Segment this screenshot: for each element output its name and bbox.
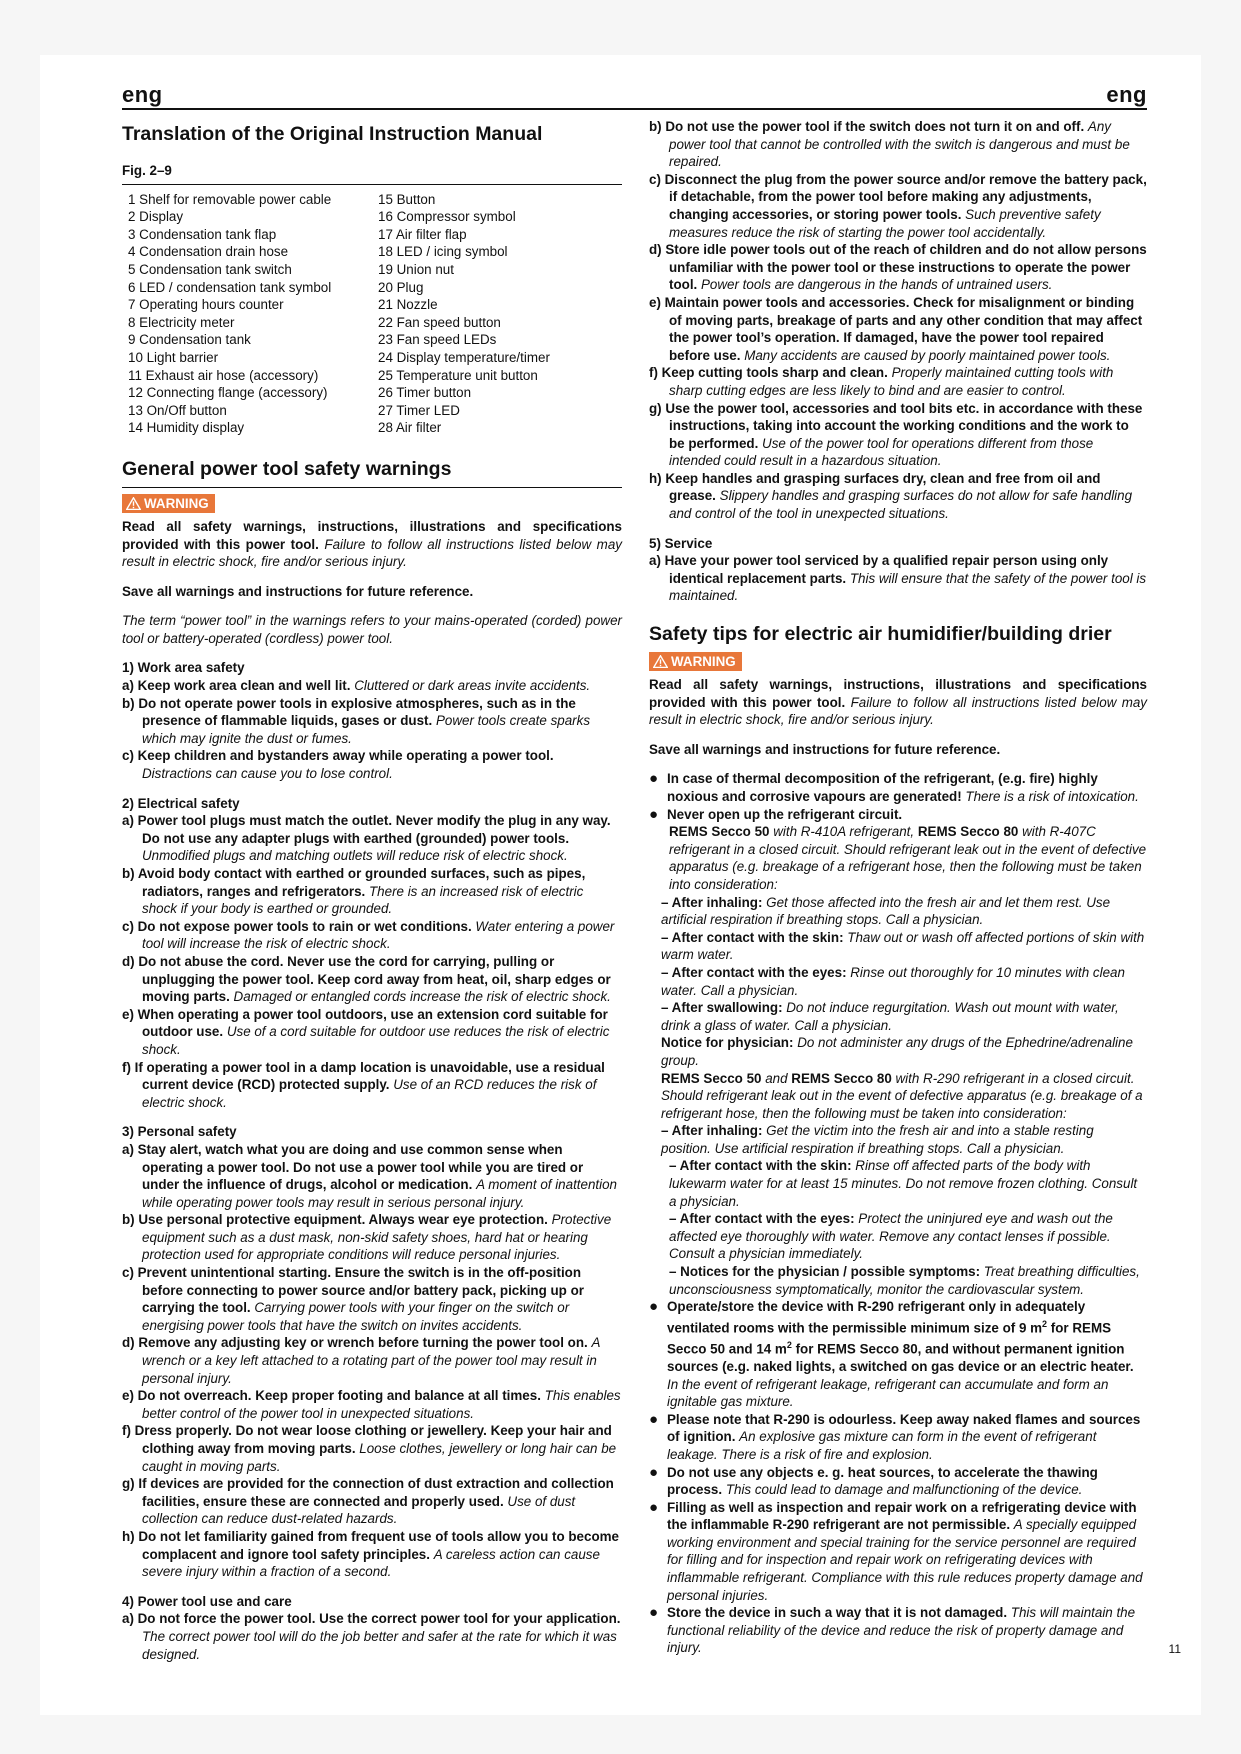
rule-italic: Properly maintained cutting tools with sharp cutting edges are less likely to bind and are easier to control. [669,365,1114,398]
legend-item: 3 Condensation tank flap [128,226,277,242]
first-aid-inhaling [649,894,1147,929]
figure-label: Fig. 2–9 [122,163,172,178]
rule-3a [122,1141,622,1211]
rule-2e [122,1006,622,1059]
first-aid-label: – After inhaling: [661,894,763,910]
rule-2a [122,812,622,865]
rule-italic: Cluttered or dark areas invite accidents. [354,678,591,694]
first-aid-text: Protect the uninjured eye and wash out the affected eye thoroughly with water. Remove any contact lenses if possible. Consult a physician immediately. [669,1211,1113,1262]
page-number: 11 [1168,1642,1181,1656]
first-aid-swallowing [649,999,1147,1034]
rule-bold: b) Use personal protective equipment. Always wear eye protection. [122,1212,548,1228]
bullet-bold: Do not use any objects e. g. heat sources, to accelerate the thawing process. [667,1464,1098,1498]
rule-italic: Power tools are dangerous in the hands of untrained users. [701,277,1053,293]
legend-item: 20 Plug [378,279,424,295]
rule-bold: c) Disconnect the plug from the power source and/or remove the battery pack, if detachable, from the power tool before making any adjustments, changing accessories, or storing power tools. [649,171,1147,222]
rule-3e [122,1387,622,1422]
rule-italic: Such preventive safety measures reduce the risk of starting the power tool accidentally. [669,206,1101,240]
rule-bold: g) If devices are provided for the connection of dust extraction and collection facilities, ensure these are connected and properly used. [122,1476,614,1509]
bullet-icon: ● [649,1463,659,1481]
rule-3f [122,1422,622,1475]
first-aid-label: – After swallowing: [661,1000,783,1016]
model-name: REMS Secco 50 [661,1070,762,1086]
rule-bold: a) Stay alert, watch what you are doing and use common sense when operating a power tool. Do not use a power tool while you are tired or under the influence of drugs, alcohol or medication. [122,1141,584,1193]
read-all-paragraph [122,518,622,571]
legend-item: 18 LED / icing symbol [378,244,508,260]
legend-item: 8 Electricity meter [128,314,235,330]
first-aid-label: – After contact with the skin: [669,1158,852,1174]
refrigerant-text: with R-290 refrigerant in a closed circuit. Should refrigerant leak out in the event of defective apparatus (e.g. breakage of a refrigerant hose, then the following must be taken into consideration: [661,1070,1143,1121]
first-aid-inhaling-r290 [649,1122,1147,1157]
left-column [122,118,622,1663]
legend-item: 28 Air filter [378,420,442,436]
rule-bold: c) Keep children and bystanders away while operating a power tool. [122,748,554,764]
warning-label: WARNING [671,654,736,670]
bullet-bold: Filling as well as inspection and repair work on a refrigerating device with the inflammable R-290 refrigerant are not permissible. [667,1499,1137,1533]
rule-1a [122,677,622,695]
bullet-italic: A specially equipped working environment and special training for the service personnel are required for filling and for inspection and repair work on refrigerating devices with inflammable refrigerant. Compliance with this rule reduces property damage and personal injuries. [667,1517,1143,1603]
rule-bold: f) Keep cutting tools sharp and clean. [649,365,888,381]
bullet-thermal [649,770,1147,805]
rule-4h [649,470,1147,523]
bullet-bold: Please note that R-290 is odourless. Keep away naked flames and sources of ignition. [667,1411,1141,1445]
legend-item: 11 Exhaust air hose (accessory) [128,367,319,383]
rule-bold: b) Do not operate power tools in explosive atmospheres, such as in the presence of flammable liquids, gases or dust. [122,695,576,729]
secco-r290-note [649,1070,1147,1123]
language-code-right: eng [1106,82,1147,107]
rule-4c [649,171,1147,241]
first-aid-text: Treat breathing difficulties, unconsciousness symptomatically, monitor the cardiovascular system. [669,1264,1140,1297]
model-name: REMS Secco 50 [669,824,770,840]
bullet-bold: Never open up the refrigerant circuit. [667,806,903,822]
rule-italic: Unmodified plugs and matching outlets will reduce risk of electric shock. [142,848,568,864]
electrical-safety-heading: 2) Electrical safety [122,795,240,811]
bullet-bold: for REMS Secco 50 and 14 m [667,1320,1112,1357]
rule-4e [649,294,1147,364]
bullet-bold: Operate/store the device with R-290 refrigerant only in adequately ventilated rooms with the permissible minimum size of 9 m [667,1299,1086,1336]
right-column [649,118,1147,1657]
rule-bold: h) Keep handles and grasping surfaces dry, clean and free from oil and grease. [649,470,1101,504]
first-aid-label: – After inhaling: [661,1123,763,1139]
rule-bold: e) Maintain power tools and accessories. Check for misalignment or binding of moving parts, breakage of parts and any other condition that may affect the power tool’s operation. If damaged, have the power tool repaired before use. [649,294,1143,363]
bullet-filling [649,1499,1147,1605]
legend-item: 6 LED / condensation tank symbol [128,279,332,295]
work-area-heading: 1) Work area safety [122,660,245,676]
read-all-italic: Failure to follow all instructions listed below may result in electric shock, fire and/or serious injury. [649,694,1148,728]
legend-item: 21 Nozzle [378,297,438,313]
bullet-italic: There is a risk of intoxication. [965,789,1139,804]
bullet-italic: An explosive gas mixture can form in the event of refrigerant leakage. There is a risk of fire and explosion. [667,1429,1097,1462]
rule-bold: e) Do not overreach. Keep proper footing and balance at all times. [122,1388,541,1404]
legend-item: 12 Connecting flange (accessory) [128,385,328,401]
rule-bold: f) If operating a power tool in a damp location is unavoidable, use a residual current device (RCD) protected supply. [122,1059,605,1093]
rule-italic: Distractions can cause you to lose control. [142,766,393,782]
secco-r410a-note [649,823,1147,893]
legend-item: 7 Operating hours counter [128,297,284,313]
rule-bold: a) Have your power tool serviced by a qualified repair person using only identical replacement parts. [649,553,1109,586]
warning-badge [122,494,215,513]
bullet-icon: ● [649,770,659,788]
first-aid-eyes [649,964,1147,999]
legend-item: 17 Air filter flap [378,226,467,242]
rule-3g [122,1475,622,1528]
rule-italic: Protective equipment such as a dust mask, non-skid safety shoes, hard hat or hearing protection used for appropriate conditions will reduce personal injuries. [142,1212,612,1263]
legend-item: 5 Condensation tank switch [128,261,292,277]
refrigerant-text: with R-407C refrigerant in a closed circuit. Should refrigerant leak out in the event of defective apparatus (e.g. breakage of a refrigerant hose, then the following must be taken into consideration: [669,824,1147,892]
manual-title: Translation of the Original Instruction Manual [122,123,543,145]
bullet-thawing [649,1464,1147,1499]
rule-bold: f) Dress properly. Do not wear loose clothing or jewellery. Keep your hair and clothing away from moving parts. [122,1423,612,1456]
read-all-bold: Read all safety warnings, instructions, illustrations and specifications provided with this power tool. [122,518,622,552]
legend-item: 13 On/Off button [128,402,227,418]
rule-bold: b) Avoid body contact with earthed or grounded surfaces, such as pipes, radiators, ranges and refrigerators. [122,866,586,899]
rule-italic: A careless action can cause severe injury within a fraction of a second. [142,1546,600,1580]
rule-bold: a) Keep work area clean and well lit. [122,678,351,694]
warning-triangle-icon [653,655,668,668]
first-aid-skin [649,929,1147,964]
save-all-paragraph: Save all warnings and instructions for future reference. [122,583,474,599]
bullet-bold: Store the device in such a way that it is not damaged. [667,1605,1008,1621]
service-heading: 5) Service [649,535,713,551]
legend-item: 22 Fan speed button [378,314,501,330]
legend-item: 10 Light barrier [128,349,219,365]
legend-item: 25 Temperature unit button [378,367,538,383]
rule-bold: c) Prevent unintentional starting. Ensure the switch is in the off-position before connecting to power source and/or battery pack, picking up or carrying the tool. [122,1265,584,1316]
rule-italic: The correct power tool will do the job better and safer at the rate for which it was designed. [142,1628,617,1662]
bullet-icon: ● [649,1604,659,1622]
rule-italic: This enables better control of the power tool in unexpected situations. [142,1388,621,1421]
rule-4d [649,241,1147,294]
model-name: REMS Secco 80 [791,1070,892,1086]
humidifier-tips-heading: Safety tips for electric air humidifier/building drier [649,623,1112,646]
legend-item: 23 Fan speed LEDs [378,332,497,348]
rule-3d [122,1334,622,1387]
rule-bold: c) Do not expose power tools to rain or wet conditions. [122,918,472,934]
legend-item: 1 Shelf for removable power cable [128,191,332,207]
bullet-refrigerant-circuit [649,806,1147,824]
bullet-icon: ● [649,1498,659,1516]
bullet-bold: In case of thermal decomposition of the refrigerant, (e.g. fire) highly noxious and corrosive vapours are generated! [667,771,1098,804]
rule-bold: e) When operating a power tool outdoors, use an extension cord suitable for outdoor use. [122,1006,608,1040]
rule-bold: h) Do not let familiarity gained from frequent use of tools allow you to become complacent and ignore tool safety principles. [122,1528,619,1562]
rule-italic: Use of the power tool for operations different from those intended could result in a hazardous situation. [669,435,1094,469]
rule-bold: b) Do not use the power tool if the switch does not turn it on and off. [649,119,1085,134]
rule-3b [122,1211,622,1264]
legend-item: 14 Humidity display [128,420,245,436]
warning-badge [649,652,742,671]
rule-italic: Water entering a power tool will increase the risk of electric shock. [142,918,615,952]
conjunction: and [765,1070,788,1086]
rule-4g [649,400,1147,470]
refrigerant-text: with R-410A refrigerant, [773,824,915,840]
bullet-italic: In the event of refrigerant leakage, refrigerant can accumulate and form an ignitable gas mixture. [667,1376,1109,1410]
bullet-italic: This will maintain the functional reliability of the device and reduce the risk of property damage and injury. [667,1605,1136,1656]
first-aid-eyes-r290 [649,1210,1147,1263]
legend-item: 19 Union nut [378,261,454,277]
figure-rule [122,184,622,185]
rule-italic: Slippery handles and grasping surfaces do not allow for safe handling and control of the tool in unexpected situations. [669,488,1133,522]
rule-1c [122,747,622,782]
read-all-italic: Failure to follow all instructions listed below may result in electric shock, fire and/or serious injury. [122,536,622,570]
rule-3h [122,1528,622,1581]
legend-item: 2 Display [128,209,184,225]
save-all-paragraph: Save all warnings and instructions for future reference. [649,741,1001,757]
rule-italic: Use of an RCD reduces the risk of electric shock. [142,1077,597,1110]
legend-item: 9 Condensation tank [128,332,251,348]
legend-item: 15 Button [378,191,436,207]
legend-item: 4 Condensation drain hose [128,244,289,260]
first-aid-label: – After contact with the eyes: [661,964,847,980]
rule-italic: Any power tool that cannot be controlled with the switch is dangerous and must be repaired. [669,119,1130,170]
general-warnings-heading: General power tool safety warnings [122,457,452,480]
superscript: 2 [1042,1318,1048,1329]
legend-item: 16 Compressor symbol [378,209,516,225]
model-name: REMS Secco 80 [917,824,1019,840]
bullet-ventilation [649,1298,1147,1411]
rule-4f [649,364,1147,399]
rule-bold: d) Remove any adjusting key or wrench before turning the power tool on. [122,1335,588,1351]
rule-italic: Use of a cord suitable for outdoor use reduces the risk of electric shock. [142,1024,610,1057]
read-all-bold: Read all safety warnings, instructions, illustrations and specifications provided with this power tool. [649,677,1147,710]
rule-italic: Damaged or entangled cords increase the risk of electric shock. [233,989,611,1005]
rule-italic: This will ensure that the safety of the power tool is maintained. [669,570,1147,604]
rule-2d [122,953,622,1006]
bullet-icon: ● [649,1298,659,1316]
rule-italic: There is an increased risk of electric shock if your body is earthed or grounded. [142,883,584,917]
rule-2b [122,865,622,918]
rule-italic: Many accidents are caused by poorly maintained power tools. [744,347,1111,363]
rule-italic: Power tools create sparks which may ignite the dust or fumes. [142,713,591,746]
rule-4a [122,1610,622,1663]
physician-notice [649,1034,1147,1069]
rule-italic: A moment of inattention while operating power tools may result in serious personal injury. [142,1177,618,1210]
rule-bold: a) Do not force the power tool. Use the correct power tool for your application. [122,1611,621,1627]
tool-use-heading: 4) Power tool use and care [122,1593,292,1609]
rule-2f [122,1059,622,1112]
rule-5a [649,552,1147,605]
legend-item: 24 Display temperature/timer [378,349,550,365]
physician-symptoms [649,1263,1147,1298]
warning-label: WARNING [144,495,209,511]
first-aid-label: – After contact with the eyes: [669,1211,855,1227]
rule-italic: Carrying power tools with your finger on the switch or energising power tools that have the switch on invites accidents. [142,1300,570,1333]
rule-4b [649,118,1147,171]
warning-triangle-icon [126,497,141,510]
legend-item: 27 Timer LED [378,402,460,418]
bullet-bold: for REMS Secco 80, and without permanent ignition sources (e.g. naked lights, a switched on gas device or an electric heater. [667,1341,1134,1374]
term-note: The term “power tool” in the warnings refers to your mains-operated (corded) power tool or battery-operated (cordless) power tool. [122,613,622,646]
bullet-icon: ● [649,1410,659,1428]
rule-2c [122,918,622,953]
legend-item: 26 Timer button [378,385,472,401]
personal-safety-heading: 3) Personal safety [122,1124,237,1140]
language-code-left: eng [122,82,163,107]
rule-bold: g) Use the power tool, accessories and tool bits etc. in accordance with these instructions, taking into account the working conditions and the work to be performed. [649,400,1143,451]
first-aid-text: Rinse off affected parts of the body with lukewarm water for at least 15 minutes. Do not remove frozen clothing. Consult a physician. [669,1158,1138,1209]
first-aid-text: Get the victim into the fresh air and into a stable resting position. Use artificial respiration if breathing stops. Call a physician. [661,1123,1094,1156]
first-aid-text: Thaw out or wash off affected portions of skin with warm water. [661,929,1145,963]
section-rule [122,487,622,488]
first-aid-text: Rinse out thoroughly for 10 minutes with clean water. Call a physician. [661,964,1125,998]
first-aid-text: Do not induce regurgitation. Wash out mount with water, drink a glass of water. Call a physician. [661,1000,1119,1033]
bullet-italic: This could lead to damage and malfunctioning of the device. [725,1482,1083,1498]
header-rule [122,108,1147,110]
first-aid-skin-r290 [649,1157,1147,1210]
rule-bold: a) Power tool plugs must match the outlet. Never modify the plug in any way. Do not use any adapter plugs with earthed (grounded) power tools. [122,813,611,846]
first-aid-label: – After contact with the skin: [661,929,844,945]
first-aid-label: – Notices for the physician / possible symptoms: [669,1264,981,1280]
read-all-paragraph [649,676,1147,729]
rule-italic: Use of dust collection can reduce dust-related hazards. [142,1493,576,1527]
rule-3c [122,1264,622,1334]
figure-legend [122,191,622,437]
first-aid-text: Do not administer any drugs of the Ephedrine/adrenaline group. [661,1035,1133,1068]
rule-1b [122,695,622,748]
bullet-icon: ● [649,805,659,823]
first-aid-label: Notice for physician: [661,1035,794,1051]
superscript: 2 [786,1339,792,1350]
first-aid-text: Get those affected into the fresh air and let them rest. Use artificial respiration if breathing stops. Call a physician. [661,894,1111,928]
rule-bold: d) Do not abuse the cord. Never use the cord for carrying, pulling or unplugging the power tool. Keep cord away from heat, oil, sharp edges or moving parts. [122,953,611,1005]
bullet-odourless [649,1411,1147,1464]
rule-italic: A wrench or a key left attached to a rotating part of the power tool may result in personal injury. [142,1335,600,1386]
rule-bold: d) Store idle power tools out of the reach of children and do not allow persons unfamiliar with the power tool or these instructions to operate the power tool. [649,242,1147,293]
bullet-storage [649,1604,1147,1657]
rule-italic: Loose clothes, jewellery or long hair can be caught in moving parts. [142,1441,617,1474]
